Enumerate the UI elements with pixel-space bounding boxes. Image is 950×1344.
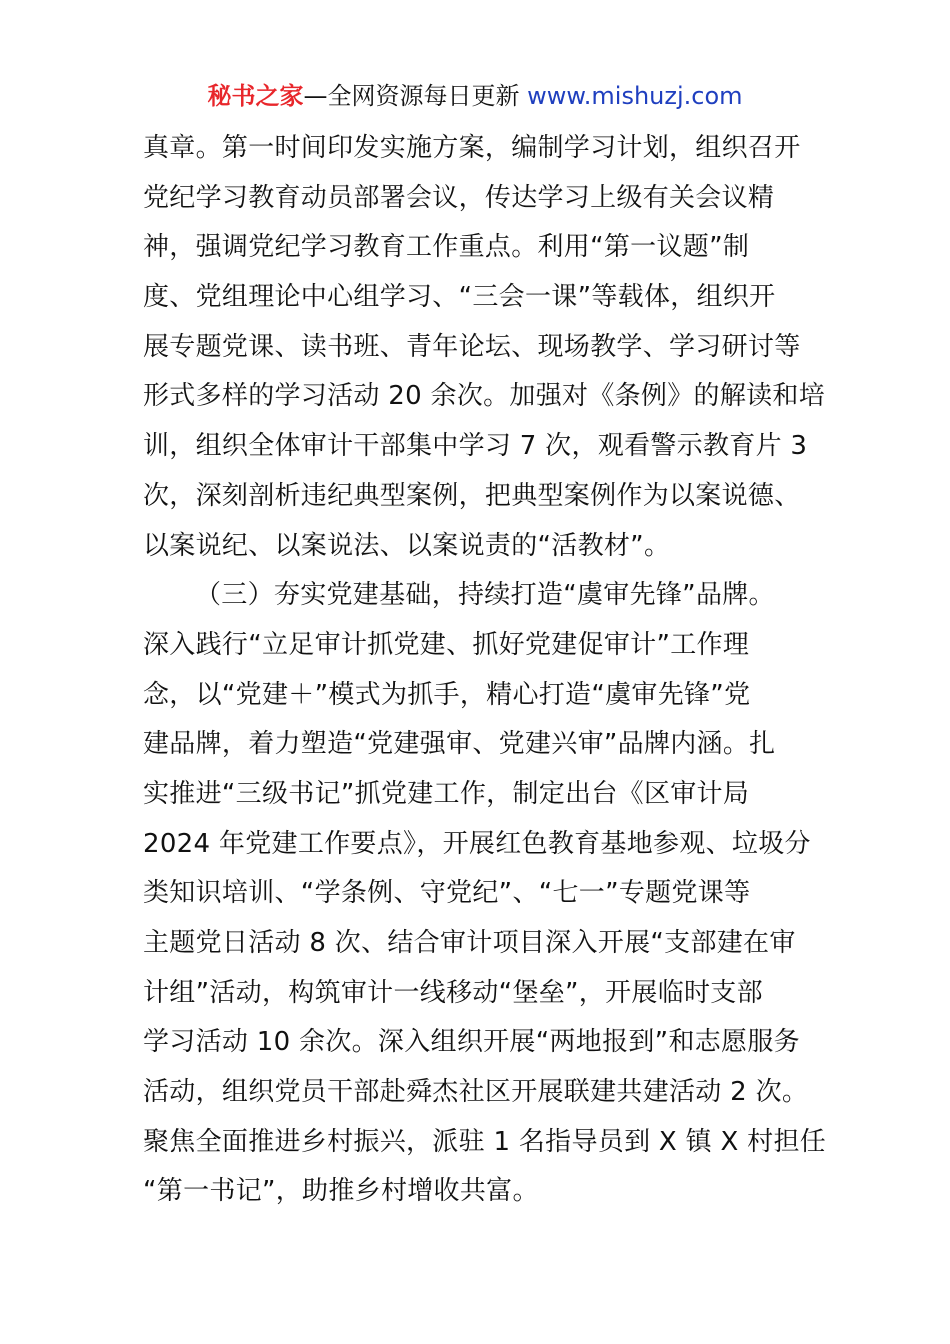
text-line: 建品牌，着力塑造“党建强审、党建兴审”品牌内涵。扎 bbox=[143, 729, 776, 760]
section-heading: （三）夯实党建基础，持续打造“虞审先锋”品牌。 bbox=[195, 580, 775, 611]
site-url-link[interactable]: www.mishuzj.com bbox=[527, 82, 743, 110]
text-line: 形式多样的学习活动 20 余次。加强对《条例》的解读和培 bbox=[143, 381, 826, 412]
text-line: 展专题党课、读书班、青年论坛、现场教学、学习研讨等 bbox=[143, 331, 801, 362]
site-header bbox=[0, 80, 950, 112]
text-line: 神，强调党纪学习教育工作重点。利用“第一议题”制 bbox=[143, 232, 750, 263]
text-line: 念，以“党建＋”模式为抓手，精心打造“虞审先锋”党 bbox=[143, 679, 751, 710]
text-line: 学习活动 10 余次。深入组织开展“两地报到”和志愿服务 bbox=[143, 1027, 800, 1058]
text-line: 类知识培训、“学条例、守党纪”、“七一”专题党课等 bbox=[143, 878, 751, 909]
text-line: 以案说纪、以案说法、以案说责的“活教材”。 bbox=[143, 530, 671, 561]
document-body bbox=[143, 124, 827, 1217]
site-tagline: —全网资源每日更新 bbox=[303, 82, 528, 110]
text-line: 活动，组织党员干部赴舜杰社区开展联建共建活动 2 次。 bbox=[143, 1077, 809, 1108]
text-line: 实推进“三级书记”抓党建工作，制定出台《区审计局 bbox=[143, 778, 750, 809]
text-line: 计组”活动，构筑审计一线移动“堡垒”，开展临时支部 bbox=[143, 977, 763, 1008]
text-line: 聚焦全面推进乡村振兴，派驻 1 名指导员到 X 镇 X 村担任 bbox=[143, 1126, 827, 1157]
text-line: 深入践行“立足审计抓党建、抓好党建促审计”工作理 bbox=[143, 629, 750, 660]
text-line: 真章。第一时间印发实施方案，编制学习计划，组织召开 bbox=[143, 133, 801, 163]
text-line: 主题党日活动 8 次、结合审计项目深入开展“支部建在审 bbox=[143, 928, 796, 958]
text-line: 次，深刻剖析违纪典型案例，把典型案例作为以案说德、 bbox=[143, 480, 801, 511]
text-line: 度、党组理论中心组学习、“三会一课”等载体，组织开 bbox=[143, 282, 776, 313]
text-line: “第一书记”，助推乡村增收共富。 bbox=[143, 1176, 539, 1207]
text-line: 党纪学习教育动员部署会议，传达学习上级有关会议精 bbox=[143, 182, 775, 213]
text-line: 2024 年党建工作要点》，开展红色教育基地参观、垃圾分 bbox=[143, 828, 811, 859]
site-brand: 秘书之家 bbox=[207, 82, 304, 110]
text-line: 训，组织全体审计干部集中学习 7 次，观看警示教育片 3 bbox=[143, 431, 808, 462]
